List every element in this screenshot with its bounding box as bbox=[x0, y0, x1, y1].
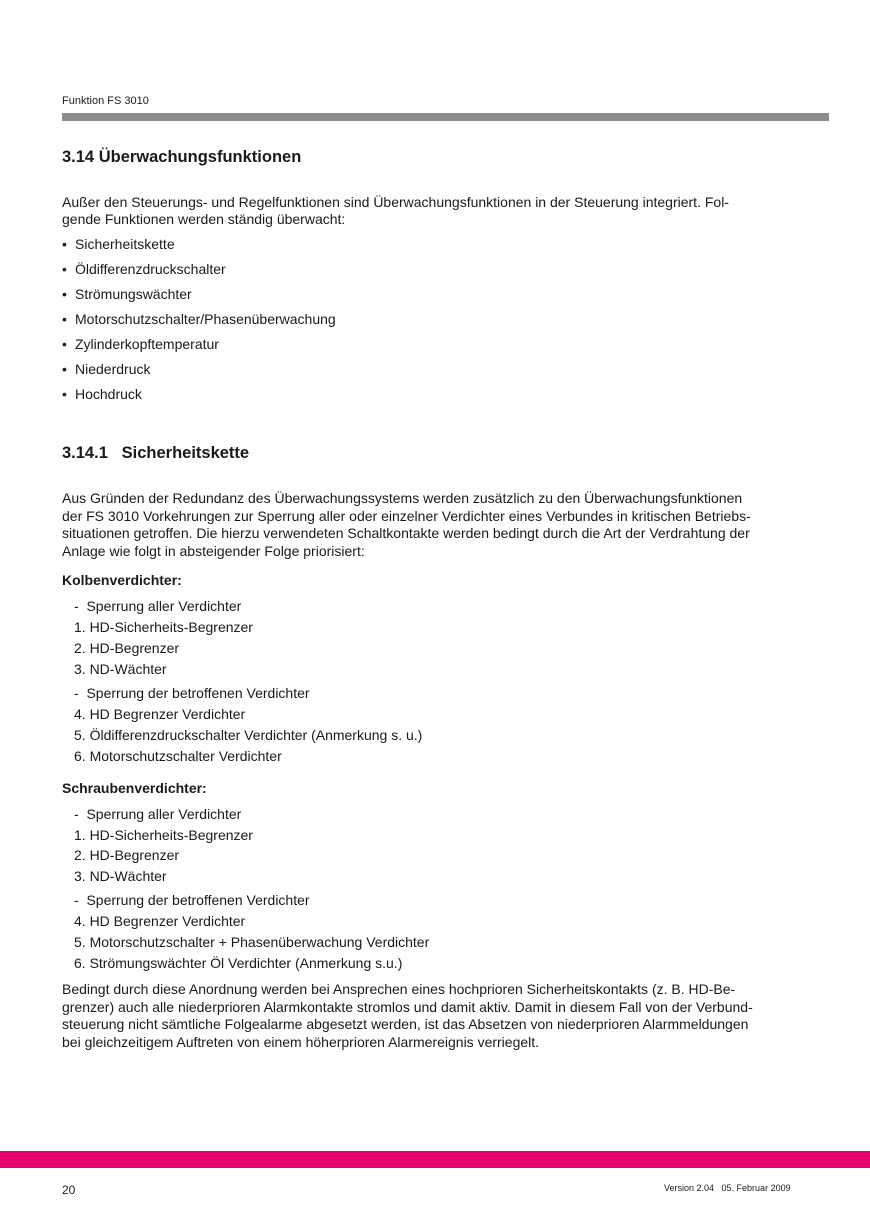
bullet-icon: • bbox=[62, 336, 67, 352]
list-item: 3. ND-Wächter bbox=[74, 868, 167, 884]
paragraph-line: Anlage wie folgt in absteigender Folge priorisiert: bbox=[62, 542, 365, 559]
bullet-icon: • bbox=[62, 286, 67, 302]
list-item: - Sperrung aller Verdichter bbox=[74, 598, 242, 614]
bullet-icon: • bbox=[62, 261, 67, 277]
list-item-label: Hochdruck bbox=[75, 386, 142, 402]
list-item bbox=[62, 311, 336, 327]
version-date: Version 2.04 05. Februar 2009 bbox=[664, 1183, 791, 1193]
paragraph-line: grenzer) auch alle niederprioren Alarmkontakte stromlos und damit aktiv. Damit in diesem Fall von der Verbund- bbox=[62, 998, 753, 1015]
list-item-label: Öldifferenzdruckschalter bbox=[75, 261, 226, 277]
list-item: 5. Öldifferenzdruckschalter Verdichter (Anmerkung s. u.) bbox=[74, 727, 423, 743]
list-item-label: Zylinderkopftemperatur bbox=[75, 336, 219, 352]
list-item-label: Strömungswächter bbox=[75, 286, 192, 302]
footer-band bbox=[0, 1151, 870, 1168]
list-item: 4. HD Begrenzer Verdichter bbox=[74, 913, 246, 929]
list-item: 6. Strömungswächter Öl Verdichter (Anmerkung s.u.) bbox=[74, 955, 403, 971]
list-item: 2. HD-Begrenzer bbox=[74, 640, 180, 656]
list-item bbox=[62, 386, 142, 402]
list-item: - Sperrung der betroffenen Verdichter bbox=[74, 892, 310, 908]
list-item: 1. HD-Sicherheits-Begrenzer bbox=[74, 619, 253, 635]
list-item bbox=[62, 361, 150, 377]
paragraph-line: Außer den Steuerungs- und Regelfunktionen sind Überwachungsfunktionen in der Steuerung integriert. Fol- bbox=[62, 194, 729, 210]
list-item: 1. HD-Sicherheits-Begrenzer bbox=[74, 827, 253, 843]
list-item-label: Niederdruck bbox=[75, 361, 151, 377]
paragraph-line: der FS 3010 Vorkehrungen zur Sperrung aller oder einzelner Verdichter eines Verbundes in kritischen Betriebs- bbox=[62, 507, 751, 524]
list-item: 6. Motorschutzschalter Verdichter bbox=[74, 748, 282, 764]
bullet-icon: • bbox=[62, 236, 67, 252]
paragraph-line: gende Funktionen werden ständig überwacht: bbox=[62, 211, 346, 227]
list-item: 3. ND-Wächter bbox=[74, 661, 167, 677]
subsection-heading: 3.14.1 Sicherheitskette bbox=[62, 444, 250, 462]
paragraph-line: bei gleichzeitigem Auftreten von einem höherprioren Alarmereignis verriegelt. bbox=[62, 1033, 540, 1050]
paragraph-line: Aus Gründen der Redundanz des Überwachungssystems werden zusätzlich zu den Überwachungsfunktionen bbox=[62, 490, 743, 506]
paragraph-line: situationen getroffen. Die hierzu verwendeten Schaltkontakte werden bedingt durch die Art der Verdrahtung der bbox=[62, 525, 750, 541]
list-item: 4. HD Begrenzer Verdichter bbox=[74, 706, 246, 722]
schrauben-title: Schraubenverdichter: bbox=[62, 780, 207, 796]
list-item bbox=[62, 336, 219, 352]
list-item: - Sperrung aller Verdichter bbox=[74, 806, 242, 822]
bullet-icon: • bbox=[62, 386, 67, 402]
list-item bbox=[62, 261, 226, 277]
list-item bbox=[62, 236, 175, 252]
list-item: 2. HD-Begrenzer bbox=[74, 847, 180, 863]
paragraph-line: steuerung nicht sämtliche Folgealarme abgesetzt werden, ist das Absetzen von niederprioren Alarmmeldungen bbox=[62, 1016, 749, 1032]
page-number: 20 bbox=[62, 1183, 76, 1197]
paragraph-line: Bedingt durch diese Anordnung werden bei Ansprechen eines hochprioren Sicherheitskontakts (z. B. HD-Be- bbox=[62, 981, 736, 997]
list-item-label: Sicherheitskette bbox=[75, 236, 175, 252]
kolben-title: Kolbenverdichter: bbox=[62, 572, 182, 588]
list-item: - Sperrung der betroffenen Verdichter bbox=[74, 685, 310, 701]
section-heading: 3.14 Überwachungsfunktionen bbox=[62, 148, 302, 166]
bullet-icon: • bbox=[62, 311, 67, 327]
list-item-label: Motorschutzschalter/Phasenüberwachung bbox=[75, 311, 336, 327]
running-header: Funktion FS 3010 bbox=[62, 95, 149, 107]
list-item: 5. Motorschutzschalter + Phasenüberwachung Verdichter bbox=[74, 934, 430, 950]
bullet-icon: • bbox=[62, 361, 67, 377]
header-rule bbox=[62, 113, 829, 121]
list-item bbox=[62, 286, 192, 302]
